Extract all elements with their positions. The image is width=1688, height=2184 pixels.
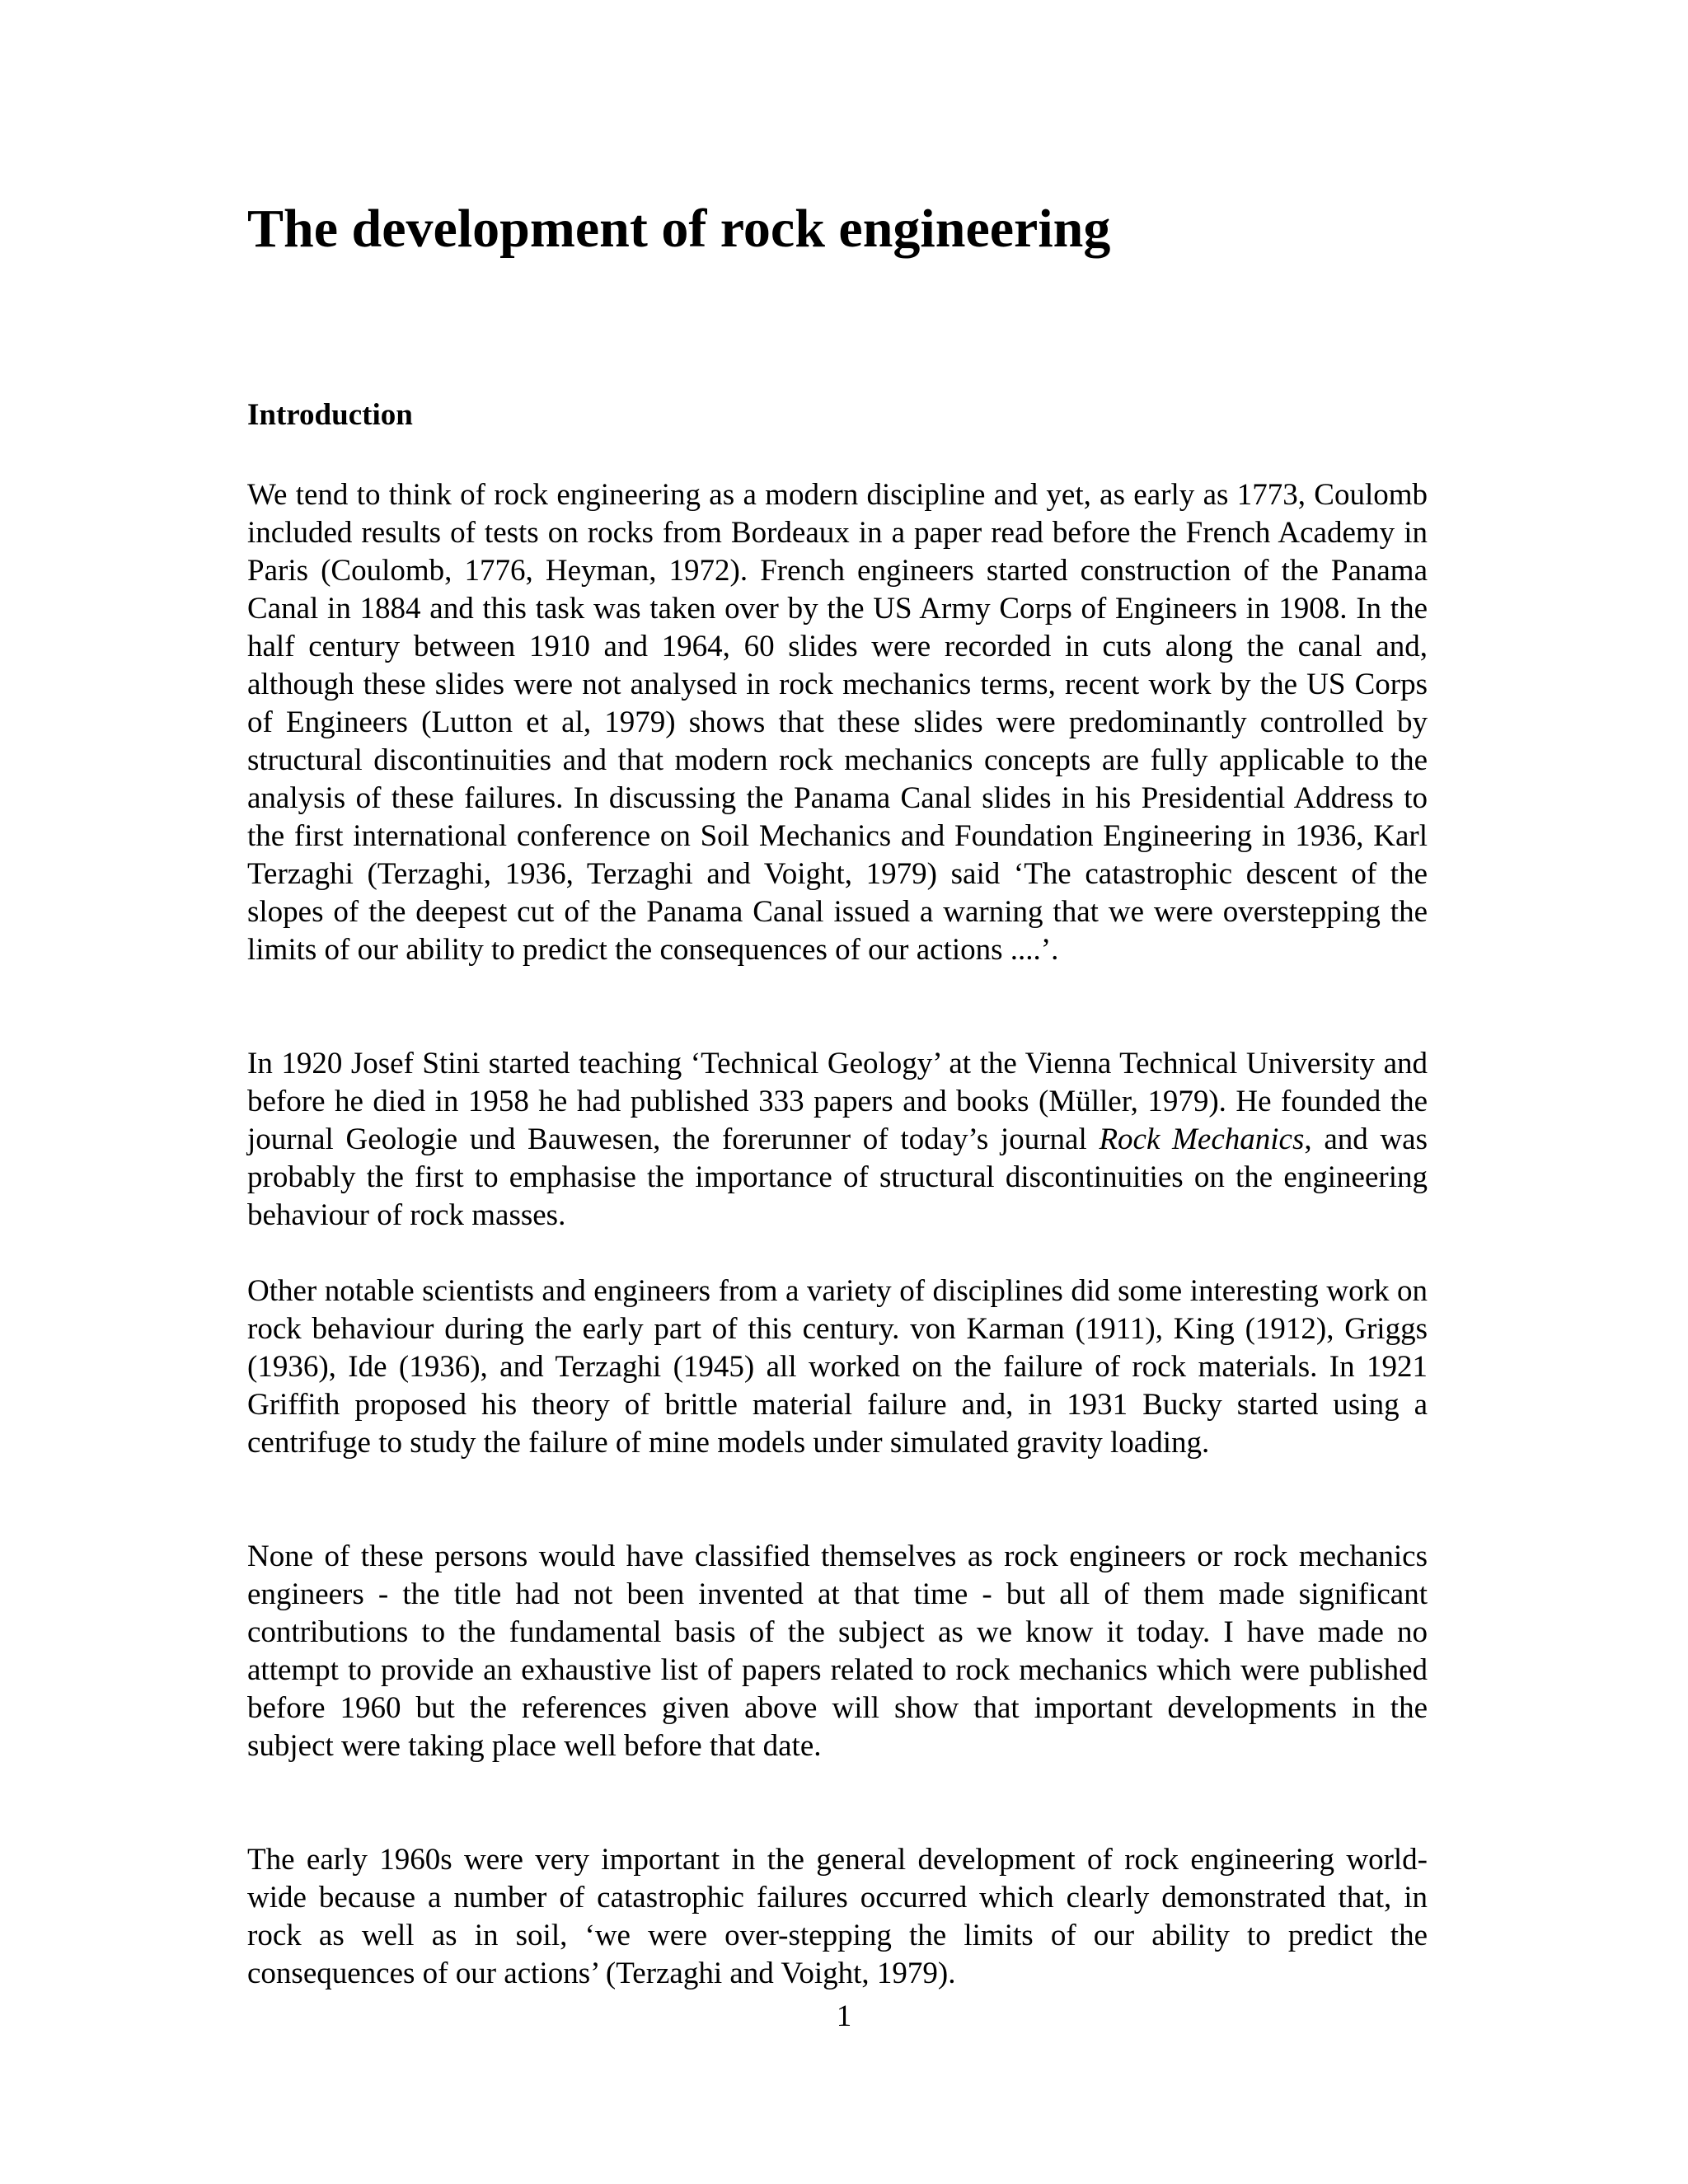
paragraph-1: We tend to think of rock engineering as a modern discipline and yet, as early as 1773, Coulomb included results of tests on rocks from Bordeaux in a paper read before the French Academy in Paris (Coulomb, 1776, Heyman, 1972). French engineers started construction of the Panama Canal in 1884 and this task was taken over by the US Army Corps of Engineers in 1908. In the half century between 1910 and 1964, 60 slides were recorded in cuts along the canal and, although these slides were not analysed in rock mechanics terms, recent work by the US Corps of Engineers (Lutton et al, 1979) shows that these slides were predominantly controlled by structural discontinuities and that modern rock mechanics concepts are fully applicable to the analysis of these failures. In discussing the Panama Canal slides in his Presidential Address to the first international conference on Soil Mechanics and Foundation Engineering in 1936, Karl Terzaghi (Terzaghi, 1936, Terzaghi and Voight, 1979) said ‘The catastrophic descent of the slopes of the deepest cut of the Panama Canal issued a warning that we were overstepping the limits of our ability to predict the consequences of our actions ....’. (247, 478, 1428, 967)
section-heading-introduction: Introduction (247, 398, 413, 432)
paragraph-3: Other notable scientists and engineers from a variety of disciplines did some interesting work on rock behaviour during the early part of this century. von Karman (1911), King (1912), Griggs (1936), Ide (1936), and Terzaghi (1945) all worked on the failure of rock materials. In 1921 Griffith proposed his theory of brittle material failure and, in 1931 Bucky started using a centrifuge to study the failure of mine models under simulated gravity loading. (247, 1274, 1428, 1460)
document-title: The development of rock engineering (247, 199, 1111, 259)
page-number: 1 (836, 1999, 852, 2033)
paragraph-2-text-start: In 1920 Josef Stini started teaching ‘Technical Geology’ at the Vienna Technical University and before he died in 1958 he had published 333 papers and books (Müller, 1979). He founded the journal Geologie und Bauwesen, the forerunner of today’s journal (247, 1047, 1428, 1156)
paragraph-5: The early 1960s were very important in the general development of rock engineering world-wide because a number of catastrophic failures occurred which clearly demonstrated that, in rock as well as in soil, ‘we were over-stepping the limits of our ability to predict the consequences of our actions’ (Terzaghi and Voight, 1979). (247, 1843, 1428, 1990)
paragraph-2-text-end: , and was probably the first to emphasise the importance of structural discontinuities on the engineering behaviour of rock masses. (247, 1122, 1428, 1232)
paragraph-2 (247, 1045, 1428, 1235)
journal-title-italic: Rock Mechanics (1099, 1122, 1305, 1156)
paragraph-4: None of these persons would have classified themselves as rock engineers or rock mechanics engineers - the title had not been invented at that time - but all of them made significant contributions to the fundamental basis of the subject as we know it today. I have made no attempt to provide an exhaustive list of papers related to rock mechanics which were published before 1960 but the references given above will show that important developments in the subject were taking place well before that date. (247, 1540, 1428, 1763)
